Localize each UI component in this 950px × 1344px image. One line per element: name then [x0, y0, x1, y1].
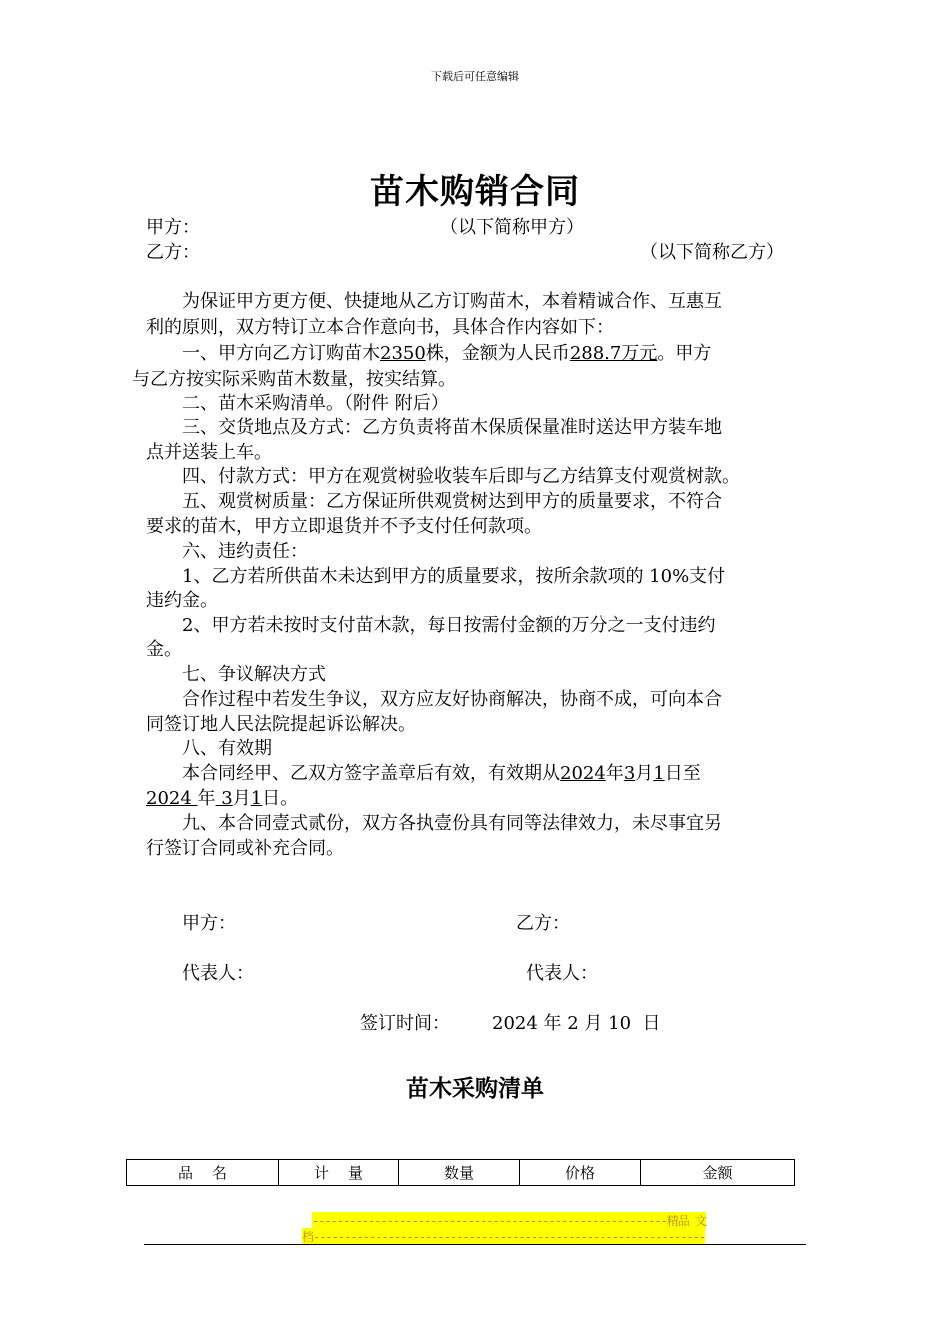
clause-5-line-2: 要求的苗木，甲方立即退货并不予支付任何款项。: [146, 516, 542, 537]
signature-party-b: 乙方：: [516, 913, 570, 934]
start-month: 3: [623, 763, 636, 784]
clause-8-line-2: 2024 年 3月1日。: [146, 788, 299, 809]
clause-5-line-1: 五、观赏树质量：乙方保证所供观赏树达到甲方的质量要求，不符合: [182, 491, 722, 512]
clause-7-heading: 七、争议解决方式: [182, 664, 326, 685]
clause-3-line-1: 三、交货地点及方式：乙方负责将苗木保质保量准时送达甲方装车地: [182, 417, 722, 438]
clause-7-line-2: 同签订地人民法院提起诉讼解决。: [146, 714, 416, 735]
clause-7-line-1: 合作过程中若发生争议，双方应友好协商解决，协商不成，可向本合: [182, 689, 722, 710]
contract-title: 苗木购销合同: [370, 172, 580, 212]
footer-watermark-line-2: 档---------------------------------------------------------------: [302, 1230, 706, 1244]
header-note: 下载后可任意编辑: [431, 70, 519, 83]
intro-line-2: 利的原则，双方特订立本合作意向书，具体合作内容如下：: [146, 317, 614, 338]
end-month: 3: [215, 788, 233, 809]
end-day: 1: [250, 788, 263, 809]
party-a-label: 甲方：: [146, 217, 200, 238]
intro-line-1: 为保证甲方更方便、快捷地从乙方订购苗木，本着精诚合作、互惠互: [182, 291, 722, 312]
clause-6-heading: 六、违约责任：: [182, 541, 308, 562]
header-product-name: 品 名: [127, 1160, 279, 1186]
representative-a: 代表人：: [182, 963, 254, 984]
clause-3-line-2: 点并送装上车。: [146, 442, 272, 463]
party-b-alias: （以下简称乙方）: [640, 242, 784, 263]
clause-8-line-1: 本合同经甲、乙双方签字盖章后有效，有效期从2024年3月1日至: [182, 763, 701, 784]
clause-6-item-2-line-2: 金。: [146, 639, 182, 660]
party-b-label: 乙方：: [146, 242, 200, 263]
clause-1-line-1: 一、甲方向乙方订购苗木2350株，金额为人民币288.7万元。甲方: [182, 343, 712, 364]
table-header-row: [127, 1160, 795, 1186]
clause-8-heading: 八、有效期: [182, 738, 272, 759]
clause-4: 四、付款方式：甲方在观赏树验收装车后即与乙方结算支付观赏树款。: [182, 466, 740, 487]
start-year: 2024: [560, 763, 606, 784]
purchase-list-title: 苗木采购清单: [406, 1075, 544, 1102]
footer-watermark-line-1: ---------------------------------------------------------精品 文: [312, 1214, 707, 1228]
header-quantity: 数量: [399, 1160, 520, 1186]
clause-6-item-1-line-2: 违约金。: [146, 590, 218, 611]
header-amount: 金额: [641, 1160, 795, 1186]
clause-9-line-2: 行签订合同或补充合同。: [146, 838, 344, 859]
clause-9-line-1: 九、本合同壹式贰份，双方各执壹份具有同等法律效力，未尽事宜另: [182, 813, 722, 834]
clause-1-line-2: 与乙方按实际采购苗木数量，按实结算。: [132, 369, 456, 390]
party-a-alias: （以下简称甲方）: [440, 217, 584, 238]
start-day: 1: [653, 763, 665, 784]
footer-divider: [144, 1244, 806, 1245]
end-year: 2024: [146, 788, 198, 809]
header-price: 价格: [520, 1160, 641, 1186]
order-amount: 288.7万元: [569, 343, 658, 364]
representative-b: 代表人：: [526, 963, 598, 984]
purchase-list-table: [126, 1159, 795, 1186]
clause-2: 二、苗木采购清单。（附件 附后）: [182, 393, 449, 414]
signature-party-a: 甲方：: [182, 913, 236, 934]
clause-6-item-1-line-1: 1、乙方若所供苗木未达到甲方的质量要求，按所余款项的 10%支付: [182, 566, 726, 587]
signing-time-value: 2024 年 2 月 10 日: [492, 1013, 661, 1034]
order-quantity: 2350: [380, 343, 426, 364]
signing-time-label: 签订时间：: [360, 1013, 450, 1034]
header-unit: 计 量: [279, 1160, 399, 1186]
clause-6-item-2-line-1: 2、甲方若未按时支付苗木款，每日按需付金额的万分之一支付违约: [182, 615, 716, 636]
